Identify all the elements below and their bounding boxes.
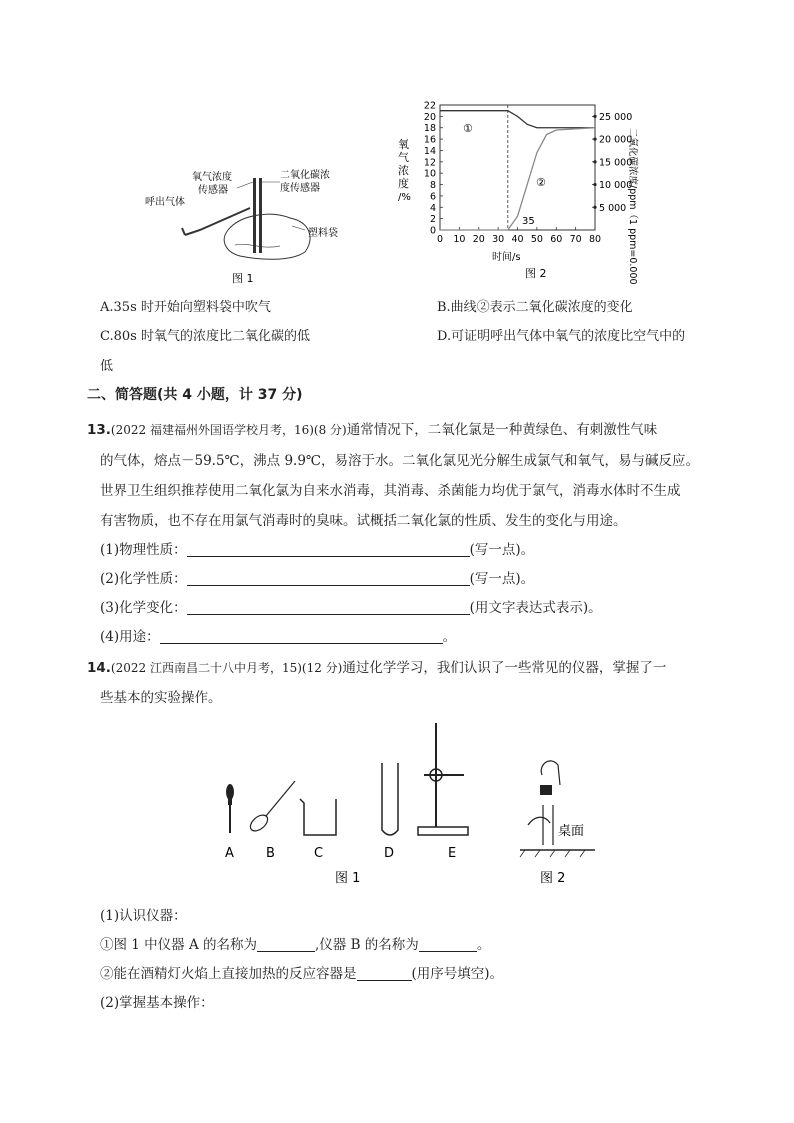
breath-label: 呼出气体	[145, 197, 185, 208]
q13-sub-1-label: (1)物理性质：	[100, 542, 187, 558]
ytick-right-dot	[593, 160, 596, 163]
q13-text-3: 世界卫生组织推荐使用二氧化氯为自来水消毒，其消毒、杀菌能力均优于氯气，消毒水体时不生成	[100, 483, 681, 499]
q13-answer-4[interactable]	[160, 629, 443, 644]
xtick-label: 60	[550, 234, 563, 245]
q14-text-1: 通过化学学习，我们认识了一些常见的仪器，掌握了一	[342, 660, 667, 676]
test-tube-icon	[382, 763, 398, 835]
q13-text-1: 通常情况下，二氧化氯是一种黄绿色、有刺激性气味	[346, 422, 658, 438]
xtick-label: 10	[453, 234, 466, 245]
section-title: 二、简答题(共 4 小题，计 37 分)	[87, 387, 303, 403]
xtick-label: 40	[511, 234, 524, 245]
ytick-left-label: 6	[429, 191, 436, 203]
q14-sub-2: (2)掌握基本操作：	[100, 995, 214, 1011]
xtick-label: 20	[472, 234, 485, 245]
q13-sub-3-label: (3)化学变化：	[100, 600, 187, 616]
option-d-continued: 低	[100, 359, 114, 374]
q14-figure	[200, 715, 620, 890]
option-a: A.35s 时开始向塑料袋中吹气	[100, 300, 271, 315]
xtick-label: 70	[569, 234, 582, 245]
ytick-right-dot	[593, 183, 596, 186]
spoon-icon	[247, 781, 295, 834]
ytick-right-label: 15 000	[599, 157, 633, 169]
q13-sub-4	[100, 625, 456, 645]
ylabel-left-5: /%	[398, 192, 411, 203]
q13-sub-4-tail: 。	[442, 629, 457, 645]
q14-figure-1-caption: 图 1	[335, 871, 361, 886]
q14-line-1	[87, 656, 666, 676]
ytick-left-label: 22	[423, 100, 436, 112]
q13-sub-3-tail: (用文字表达式表示)。	[469, 600, 602, 616]
option-d: D.可证明呼出气体中氧气的浓度比空气中的	[437, 329, 686, 344]
q13-answer-2[interactable]	[187, 571, 470, 586]
desk-label: 桌面	[558, 824, 585, 839]
ytick-left-label: 18	[423, 123, 436, 135]
marker-35-label: 35	[522, 216, 535, 227]
ylabel-left-3: 浓	[398, 164, 409, 177]
q14-answer-container[interactable]	[357, 966, 412, 981]
q14-answer-a[interactable]	[257, 937, 315, 952]
series-line-2	[440, 128, 595, 230]
figure-2-chart	[390, 100, 640, 285]
q13-sub-2-tail: (写一点)。	[469, 571, 535, 587]
q13-line-1	[87, 418, 657, 438]
label-d: D	[384, 846, 395, 861]
q13-sub-2-label: (2)化学性质：	[100, 571, 187, 587]
q14-answer-b[interactable]	[419, 937, 477, 952]
bag-label: 塑料袋	[308, 228, 338, 239]
ytick-right-label: 20 000	[599, 134, 633, 146]
q13-answer-1[interactable]	[187, 542, 470, 557]
q13-sub-3	[100, 596, 602, 616]
co2-sensor-label: 二氧化碳浓	[280, 170, 330, 181]
label-c: C	[314, 846, 324, 861]
o2-sensor-label: 氧气浓度	[192, 172, 232, 183]
ytick-left-label: 16	[423, 134, 436, 146]
ytick-right-dot	[593, 206, 596, 209]
q13-sub-1	[100, 538, 534, 558]
ytick-right-label: 10 000	[599, 180, 633, 192]
figure-1-apparatus	[140, 160, 370, 290]
co2-sensor-label-2: 度传感器	[280, 183, 320, 194]
ylabel-left-4: 度	[398, 177, 409, 190]
q13-source: (2022 福建福州外国语学校月考，16)(8 分)	[110, 423, 347, 437]
q14-sub-1a-end: 。	[476, 937, 491, 953]
q13-number: 13.	[87, 422, 111, 438]
q14-sub-1b-end: (用序号填空)。	[411, 966, 504, 982]
figure-2-caption: 图 2	[525, 267, 547, 280]
curve-2-label: ②	[536, 176, 546, 189]
q13-text-4: 有害物质，也不存在用氯气消毒时的臭味。试概括二氧化氯的性质、发生的变化与用途。	[100, 513, 627, 529]
o2-sensor-label-2: 传感器	[198, 185, 228, 196]
q14-sub-1b-pre: ②能在酒精灯火焰上直接加热的反应容器是	[100, 966, 357, 982]
q14-sub-1a-pre: ①图 1 中仪器 A 的名称为	[100, 937, 258, 953]
q13-sub-2	[100, 567, 534, 587]
dropper-icon	[226, 784, 234, 833]
q14-figure-2-caption: 图 2	[540, 871, 566, 886]
ytick-left-label: 10	[423, 168, 436, 180]
label-b: B	[266, 846, 275, 861]
ytick-left-label: 8	[429, 180, 436, 192]
label-a: A	[225, 846, 234, 861]
ytick-left-label: 0	[429, 225, 436, 237]
iron-stand-icon	[418, 723, 468, 835]
ytick-right-dot	[593, 115, 596, 118]
q14-source: (2022 江西南昌二十八中月考，15)(12 分)	[110, 661, 343, 675]
xtick-label: 80	[588, 234, 602, 245]
ytick-left-label: 14	[423, 145, 436, 157]
ylabel-left-2: 气	[398, 151, 409, 164]
xlabel: 时间/s	[492, 252, 521, 263]
beaker-icon	[300, 799, 336, 835]
ylabel-left-1: 氧	[398, 138, 409, 151]
q14-sub-1a	[100, 933, 490, 953]
q14-text-2: 些基本的实验操作。	[100, 690, 222, 706]
xtick-label: 30	[492, 234, 505, 245]
xtick-label: 50	[530, 234, 543, 245]
q14-number: 14.	[87, 660, 111, 676]
q13-answer-3[interactable]	[187, 600, 470, 615]
q13-sub-1-tail: (写一点)。	[469, 542, 535, 558]
ylabel-right: 二氧化碳浓度/ppm（1 ppm=0.0001%）	[627, 128, 638, 285]
ytick-right-label: 5 000	[599, 202, 627, 214]
q14-sub-1a-mid: ,仪器 B 的名称为	[315, 937, 419, 953]
chart-svg	[390, 100, 640, 285]
q14-sub-1b	[100, 962, 503, 982]
ytick-left-label: 20	[423, 111, 436, 123]
ytick-right-label: 25 000	[599, 111, 633, 123]
ytick-left-label: 4	[429, 202, 436, 214]
figure-1-caption: 图 1	[232, 272, 254, 285]
curve-1-label: ①	[463, 122, 473, 135]
ytick-left-label: 2	[429, 214, 436, 226]
q14-sub-1: (1)认识仪器：	[100, 908, 187, 924]
ytick-right-dot	[593, 137, 596, 140]
ytick-left-label: 12	[423, 157, 436, 169]
q13-sub-4-label: (4)用途：	[100, 629, 160, 645]
option-b: B.曲线②表示二氧化碳浓度的变化	[437, 300, 633, 315]
q13-text-2: 的气体，熔点－59.5℃，沸点 9.9℃，易溶于水。二氧化氯见光分解生成氯气和氧气，易与碱反应。	[100, 453, 700, 469]
label-e: E	[448, 846, 457, 861]
xtick-label: 0	[436, 234, 444, 245]
hand-test-tube-icon	[520, 761, 595, 857]
option-c: C.80s 时氧气的浓度比二氧化碳的低	[100, 329, 310, 344]
